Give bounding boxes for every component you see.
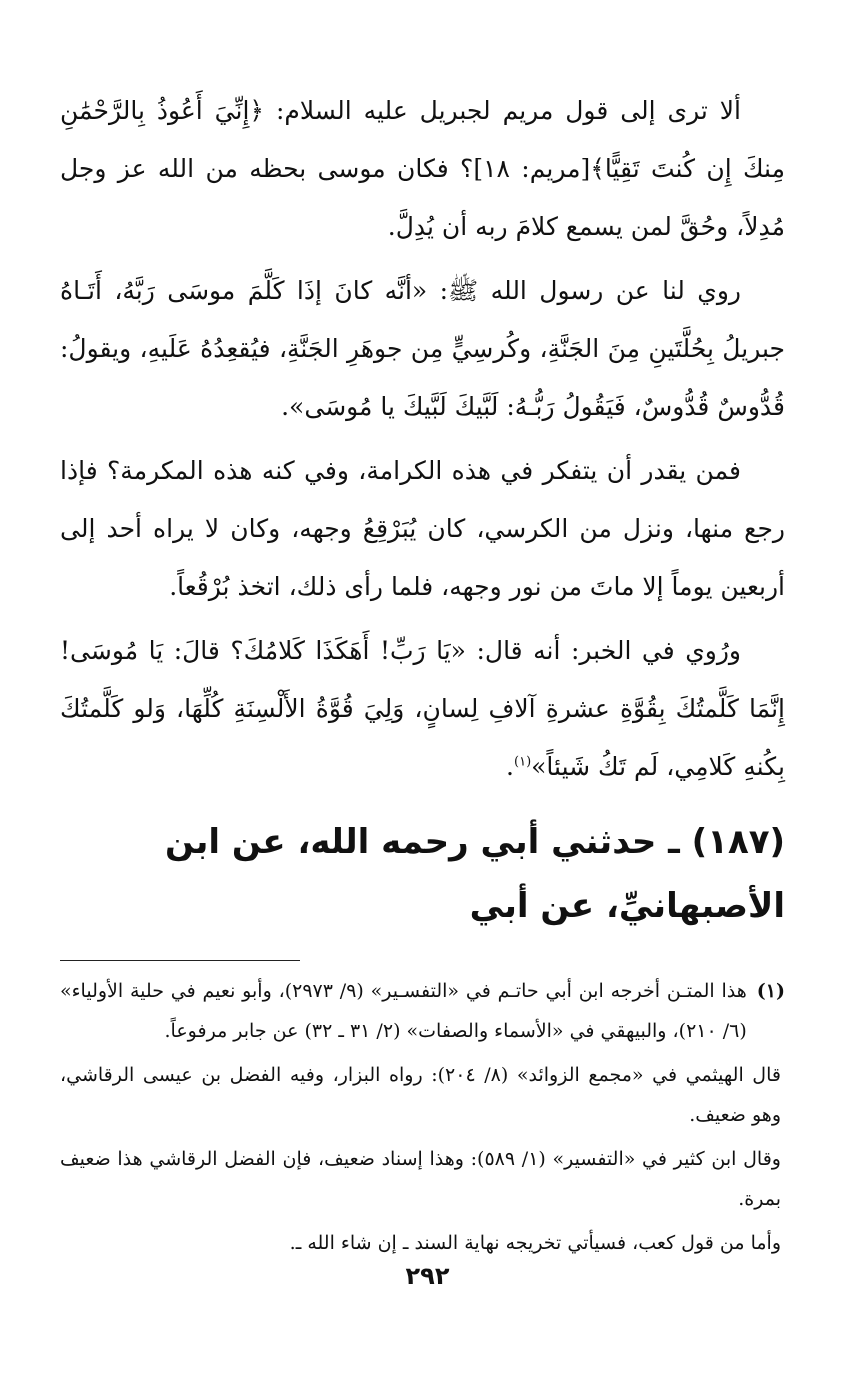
footnote-reference[interactable]: (١) [514,754,532,770]
page-number: ٢٩٢ [405,1262,450,1290]
footnote-text-kaab: وأما من قول كعب، فسيأتي تخريجه نهاية السند ـ إن شاء الله ـ. [289,1232,781,1254]
footnote-item [60,971,785,1051]
footnotes-section [60,971,785,1263]
footnote-text-haythami: قال الهيثمي في «مجمع الزوائد» (٨/ ٢٠٤): رواه البزار، وفيه الفضل بن عيسى الرقاشي، وهو ضعيف. [60,1064,781,1126]
paragraph-khabar-text: ورُوي في الخبر: أنه قال: «يَا رَبِّ! أَهَكَذَا كَلامُكَ؟ قالَ: يَا مُوسَى! إِنَّمَا كَلَّمتُكَ بِقُوَّةِ عشرةِ آلافِ لِسانٍ، وَلِيَ قُوَّةُ الأَلْسِنَةِ كُلِّهَا، وَلو كَلَّمتُكَ بِكُنهِ كَلامِي، لَم تَكُ شَيئاً» [60,636,785,781]
paragraph-khabar-kalam [60,622,785,796]
page-body [60,82,785,1385]
hadith-heading: (١٨٧) ـ حدثني أبي رحمه الله، عن ابن الأصبهانيِّ، عن أبي [164,822,785,926]
paragraph-mary-jibril: ألا ترى إلى قول مريم لجبريل عليه السلام: ﴿إِنِّيَ أَعُوذُ بِالرَّحْمَٰنِ مِنكَ إِن كُنتَ تَقِيًّا﴾[مريم: ١٨]؟ فكان موسى بحظه من الله عز وجل مُدِلاً، وحُقَّ لمن يسمع كلامَ ربه أن يُدِلَّ. [60,96,785,241]
footnote-text: هذا المتـن أخرجه ابن أبي حاتـم في «التفسـير» (٩/ ٢٩٧٣)، وأبو نعيم في حلية الأولياء» (٦/ ٢١٠)، والبيهقي في «الأسماء والصفات» (٢/ ٣١ ـ ٣٢) عن جابر مرفوعاً. [60,980,747,1042]
paragraph-karama-reflection: فمن يقدر أن يتفكر في هذه الكرامة، وفي كنه هذه المكرمة؟ فإذا رجع منها، ونزل من الكرسي، كان يُبَرْقِعُ وجهه، وكان لا يراه أحد إلى أربعين يوماً إلا ماتَ من نور وجهه، فلما رأى ذلك، اتخذ بُرْقُعاً. [60,456,785,601]
footnote-number: (١) [756,980,785,1002]
paragraph-end-mark: . [506,752,514,781]
footnote-separator [60,960,300,961]
footnote-text-ibn-kathir: وقال ابن كثير في «التفسير» (١/ ٥٨٩): وهذا إسناد ضعيف، فإن الفضل الرقاشي هذا ضعيف بمرة. [60,1148,781,1210]
paragraph-musa-kursi-hadith: روي لنا عن رسول الله ﷺ: «أنَّه كانَ إذَا كَلَّمَ موسَى رَبَّهُ، أَتَـاهُ جبريلُ بِحُلَّتَينِ مِنَ الجَنَّةِ، وكُرسِيٍّ مِن جوهَرِ الجَنَّةِ، فيُقعِدُهُ عَلَيهِ، ويقولُ: قُدُّوسٌ قُدُّوسٌ، فَيَقُولُ رَبُّـهُ: لَبَّيكَ لَبَّيكَ يا مُوسَى». [60,276,785,421]
